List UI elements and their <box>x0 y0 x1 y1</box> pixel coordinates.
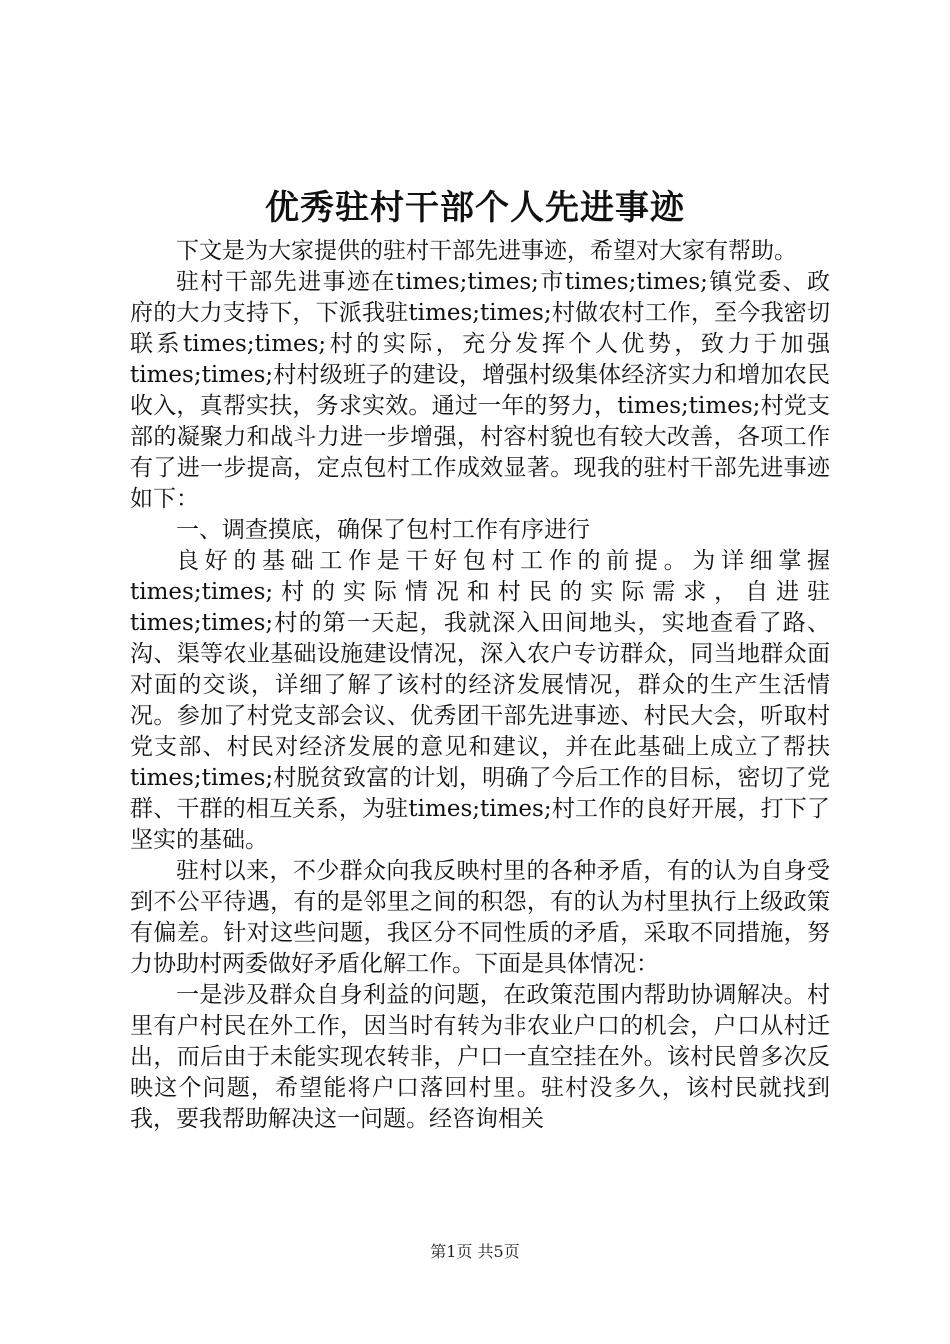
paragraph-intro: 下文是为大家提供的驻村干部先进事迹，希望对大家有帮助。 <box>176 238 797 264</box>
paragraph-investigation: 良好的基础工作是干好包村工作的前提。为详细掌握times;times;村的实际情况和村民的实际需求，自进驻times;times;村的第一天起，我就深入田间地头，实地查看了路、沟、渠等农业基础设施建设情况，深入农户专访群众，同当地群众面对面的交谈，详细了解了该村的经济发展情况，群众的生产生活情况。参加了村党支部会议、优秀团干部先进事迹、村民大会，听取村党支部、村民对经济发展的意见和建议，并在此基础上成立了帮扶times;times;村脱贫致富的计划，明确了今后工作的目标，密切了党群、干群的相互关系，为驻times;times;村工作的良好开展，打下了坚实的基础。 <box>130 548 830 853</box>
document-title: 优秀驻村干部个人先进事迹 <box>265 188 685 228</box>
page-footer: 第1页 共5页 <box>430 1242 520 1261</box>
section-heading: 一、调查摸底，确保了包村工作有序进行 <box>176 517 590 543</box>
document-body <box>130 236 830 1135</box>
paragraph-summary: 驻村干部先进事迹在times;times;市times;times;镇党委、政府的大力支持下，下派我驻times;times;村做农村工作，至今我密切联系times;times;村的实际，充分发挥个人优势，致力于加强times;times;村村级班子的建设，增强村级集体经济实力和增加农民收入，真帮实扶，务求实效。通过一年的努力，times;times;村党支部的凝聚力和战斗力进一步增强，村容村貌也有较大改善，各项工作有了进一步提高，定点包村工作成效显著。现我的驻村干部先进事迹如下： <box>130 269 830 512</box>
paragraph-conflicts: 驻村以来，不少群众向我反映村里的各种矛盾，有的认为自身受到不公平待遇，有的是邻里之间的积怨，有的认为村里执行上级政策有偏差。针对这些问题，我区分不同性质的矛盾，采取不同措施，努力协助村两委做好矛盾化解工作。下面是具体情况： <box>130 858 830 977</box>
paragraph-item-one: 一是涉及群众自身利益的问题，在政策范围内帮助协调解决。村里有户村民在外工作，因当时有转为非农业户口的机会，户口从村迁出，而后由于未能实现农转非，户口一直空挂在外。该村民曾多次反映这个问题，希望能将户口落回村里。驻村没多久，该村民就找到我，要我帮助解决这一问题。经咨询相关 <box>130 982 830 1132</box>
